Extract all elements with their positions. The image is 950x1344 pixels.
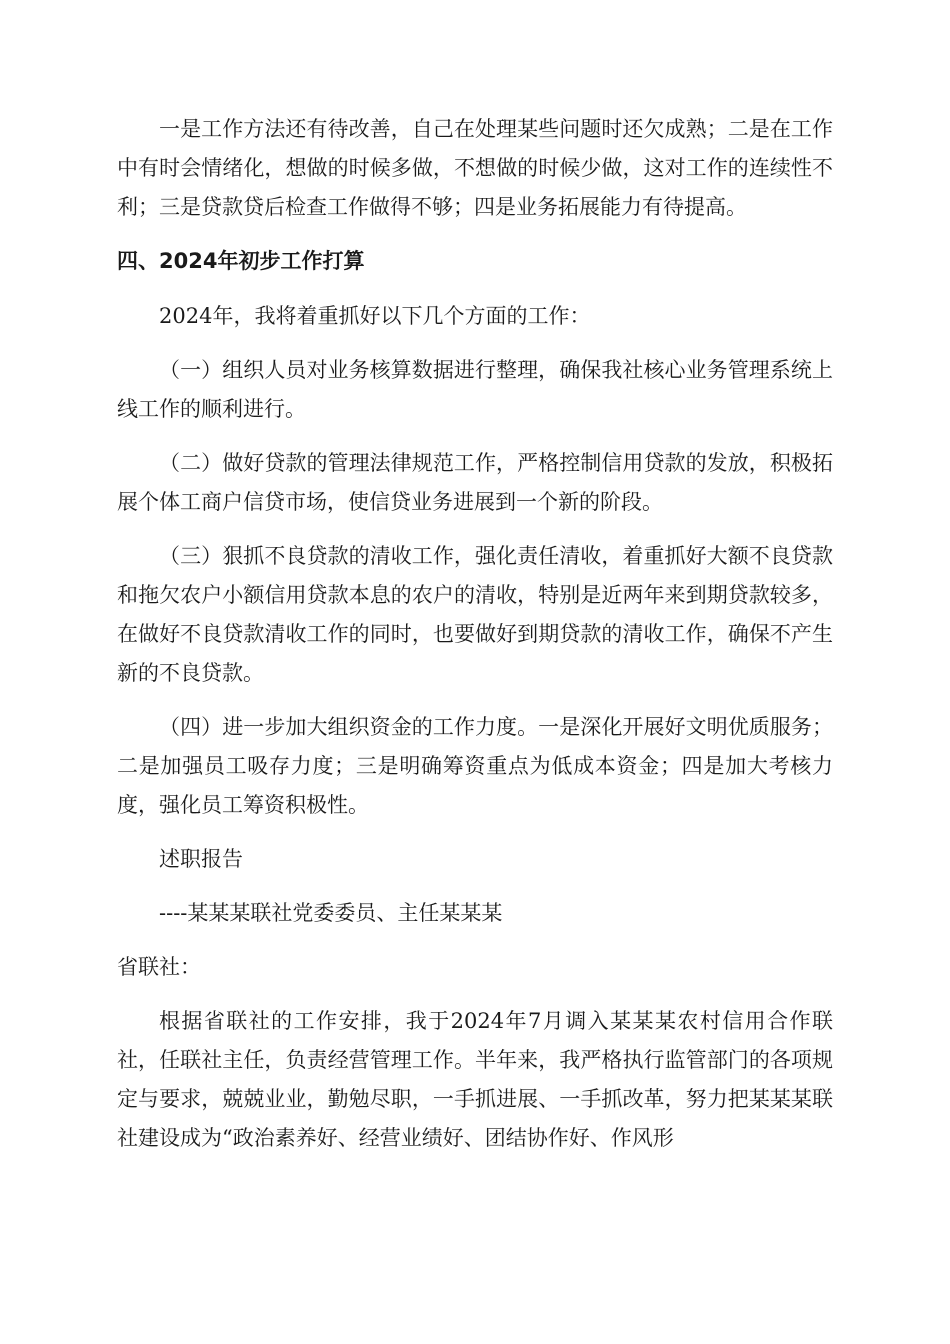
- section-heading-2024-plan: 四、2024年初步工作打算: [117, 249, 365, 273]
- paragraph-report-opening: 根据省联社的工作安排，我于2024年7月调入某某某农村信用合作联社，任联社主任，负责经营管理工作。半年来，我严格执行监管部门的各项规定与要求，兢兢业业，勤勉尽职，一手抓进展、一手抓改革，努力把某某某联社建设成为“政治素养好、经营业绩好、团结协作好、作风形: [117, 1009, 833, 1150]
- paragraph-plan-item-4: （四）进一步加大组织资金的工作力度。一是深化开展好文明优质服务；二是加强员工吸存力度；三是明确筹资重点为低成本资金；四是加大考核力度，强化员工筹资积极性。: [117, 715, 833, 817]
- paragraph-plan-intro: 2024年，我将着重抓好以下几个方面的工作：: [159, 304, 591, 328]
- paragraph-plan-item-3: （三）狠抓不良贷款的清收工作，强化责任清收，着重抓好大额不良贷款和拖欠农户小额信用贷款本息的农户的清收，特别是近两年来到期贷款较多，在做好不良贷款清收工作的同时，也要做好到期贷款的清收工作，确保不产生新的不良贷款。: [117, 544, 833, 685]
- document-body: [117, 110, 833, 1173]
- paragraph-plan-item-1: （一）组织人员对业务核算数据进行整理，确保我社核心业务管理系统上线工作的顺利进行。: [117, 358, 833, 421]
- report-author-line: ----某某某联社党委委员、主任某某某: [159, 901, 503, 925]
- paragraph-plan-item-2: （二）做好贷款的管理法律规范工作，严格控制信用贷款的发放，积极拓展个体工商户信贷市场，使信贷业务进展到一个新的阶段。: [117, 451, 833, 514]
- paragraph-shortcomings: 一是工作方法还有待改善，自己在处理某些问题时还欠成熟；二是在工作中有时会情绪化，想做的时候多做，不想做的时候少做，这对工作的连续性不利；三是贷款贷后检查工作做得不够；四是业务拓展能力有待提高。: [117, 117, 833, 219]
- salutation: 省联社：: [117, 955, 201, 979]
- report-title: 述职报告: [159, 847, 243, 871]
